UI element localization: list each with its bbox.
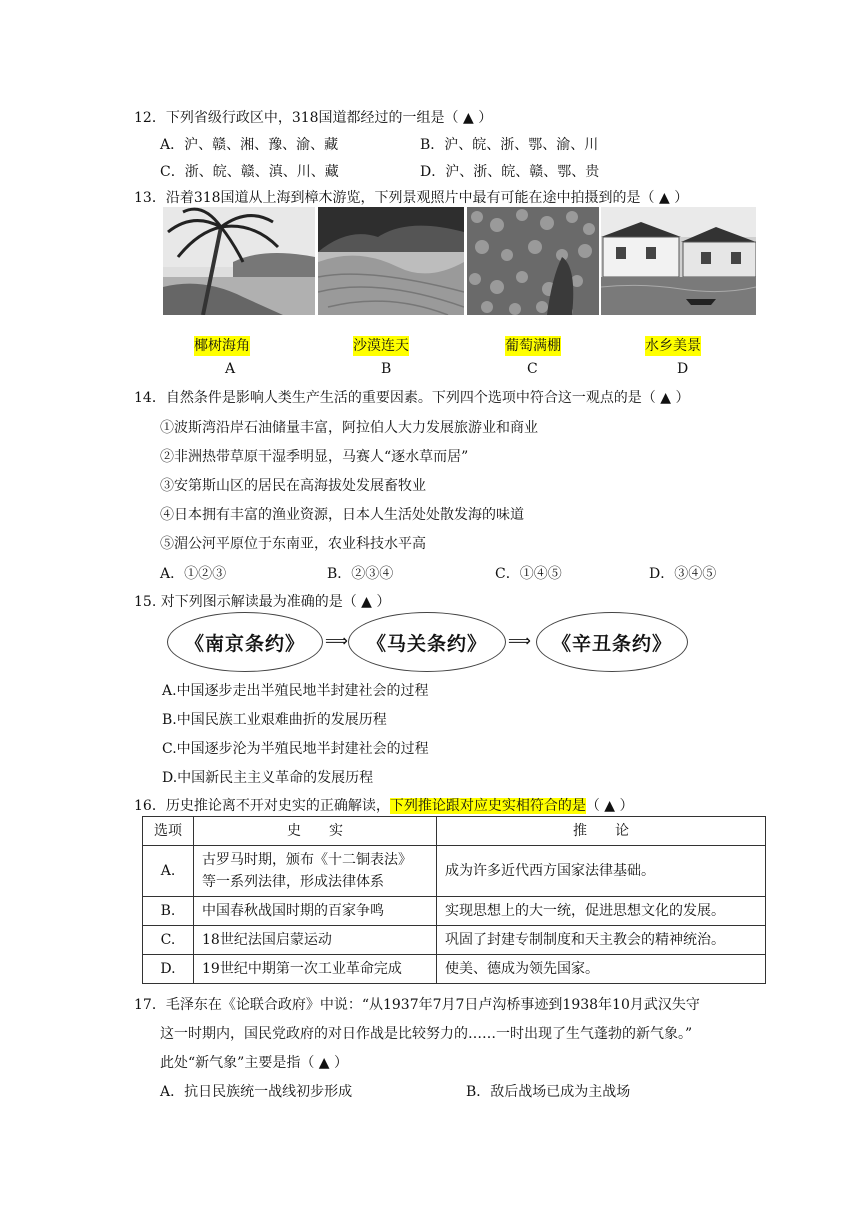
photo-desert <box>318 207 464 315</box>
photo-coconut-beach <box>163 207 315 315</box>
q14-item-5: ⑤湄公河平原位于东南亚，农业科技水平高 <box>160 536 426 552</box>
header-fact: 史 实 <box>194 817 437 846</box>
treaty-shimonoseki: 《马关条约》 <box>348 612 506 672</box>
q15-option-c: C.中国逐步沦为半殖民地半封建社会的过程 <box>162 741 429 757</box>
row-fact-line1: 古罗马时期，颁布《十二铜表法》 <box>202 852 412 868</box>
row-option: C. <box>143 926 194 955</box>
q14-option-d: D．③④⑤ <box>649 566 717 582</box>
q17-line3: 此处“新气象”主要是指（ ▲ ） <box>160 1055 348 1071</box>
q16-stem-tail: （ ▲ ） <box>585 798 634 814</box>
row-inference: 巩固了封建专制制度和天主教会的精神统治。 <box>437 926 766 955</box>
q16-stem <box>134 795 634 815</box>
q14-stem: 14．自然条件是影响人类生产生活的重要因素。下列四个选项中符合这一观点的是（ ▲ ） <box>134 390 690 406</box>
q16-stem-plain: 16．历史推论离不开对史实的正确解读， <box>134 798 390 814</box>
q12-option-c: C．浙、皖、赣、滇、川、藏 <box>160 164 339 180</box>
q15-option-a: A.中国逐步走出半殖民地半封建社会的过程 <box>162 683 429 699</box>
row-fact: 18世纪法国启蒙运动 <box>194 926 437 955</box>
treaty-nanjing: 《南京条约》 <box>167 612 323 672</box>
row-fact <box>194 846 437 897</box>
q15-option-d: D.中国新民主主义革命的发展历程 <box>162 770 374 786</box>
photo-grape-trellis <box>467 207 599 315</box>
q17-option-a: A．抗日民族统一战线初步形成 <box>160 1084 353 1100</box>
q17-line2: 这一时期内，国民党政府的对日作战是比较努力的……一时出现了生气蓬勃的新气象。” <box>160 1026 693 1042</box>
q14-item-3: ③安第斯山区的居民在高海拔处发展畜牧业 <box>160 478 426 494</box>
q12-option-d: D．沪、浙、皖、赣、鄂、贵 <box>420 164 600 180</box>
table-row <box>143 897 766 926</box>
q16-table <box>142 816 766 984</box>
q15-option-b: B.中国民族工业艰难曲折的发展历程 <box>162 712 387 728</box>
caption-desert: 沙漠连天 <box>353 338 409 354</box>
q14-option-c: C．①④⑤ <box>495 566 562 582</box>
caption-grape-trellis: 葡萄满棚 <box>505 338 561 354</box>
row-option: D. <box>143 955 194 984</box>
photo-letter-b: B <box>381 361 392 377</box>
table-header-row <box>143 817 766 846</box>
photo-letter-d: D <box>677 361 689 377</box>
row-inference: 使美、德成为领先国家。 <box>437 955 766 984</box>
q16-stem-highlight: 下列推论跟对应史实相符合的是 <box>389 798 586 814</box>
q14-option-b: B．②③④ <box>327 566 394 582</box>
treaty-xinchou: 《辛丑条约》 <box>536 612 688 672</box>
q14-item-1: ①波斯湾沿岸石油储量丰富，阿拉伯人大力发展旅游业和商业 <box>160 420 538 436</box>
row-inference: 实现思想上的大一统，促进思想文化的发展。 <box>437 897 766 926</box>
q14-item-4: ④日本拥有丰富的渔业资源，日本人生活处处散发海的味道 <box>160 507 524 523</box>
header-inference: 推 论 <box>437 817 766 846</box>
q12-stem: 12．下列省级行政区中，318国道都经过的一组是（ ▲ ） <box>134 110 493 126</box>
table-row <box>143 846 766 897</box>
q15-stem: 15. 对下列图示解读最为准确的是（ ▲ ） <box>134 594 391 610</box>
photo-letter-c: C <box>527 361 538 377</box>
arrow-2: ⟹ <box>508 631 531 650</box>
photo-letter-a: A <box>225 361 236 377</box>
q14-item-2: ②非洲热带草原干湿季明显，马赛人“逐水草而居” <box>160 449 469 465</box>
table-row <box>143 926 766 955</box>
q12-option-a: A．沪、赣、湘、豫、渝、藏 <box>160 137 339 153</box>
row-fact-line2: 等一系列法律，形成法律体系 <box>202 874 384 890</box>
row-option: A. <box>143 846 194 897</box>
q17-line1: 17．毛泽东在《论联合政府》中说：“从1937年7月7日卢沟桥事迹到1938年10月武汉失守 <box>134 997 700 1013</box>
caption-water-town: 水乡美景 <box>645 338 701 354</box>
q17-option-b: B．敌后战场已成为主战场 <box>466 1084 631 1100</box>
row-option: B. <box>143 897 194 926</box>
row-fact: 19世纪中期第一次工业革命完成 <box>194 955 437 984</box>
row-inference: 成为许多近代西方国家法律基础。 <box>437 846 766 897</box>
row-fact: 中国春秋战国时期的百家争鸣 <box>194 897 437 926</box>
q13-stem: 13．沿着318国道从上海到樟木游览，下列景观照片中最有可能在途中拍摄到的是（ ▲ ） <box>134 190 689 206</box>
q12-option-b: B．沪、皖、浙、鄂、渝、川 <box>420 137 599 153</box>
table-row <box>143 955 766 984</box>
header-option: 选项 <box>143 817 194 846</box>
q14-option-a: A．①②③ <box>160 566 227 582</box>
photo-water-town <box>601 207 756 315</box>
arrow-1: ⟹ <box>325 631 348 650</box>
caption-coconut-beach: 椰树海角 <box>194 338 250 354</box>
